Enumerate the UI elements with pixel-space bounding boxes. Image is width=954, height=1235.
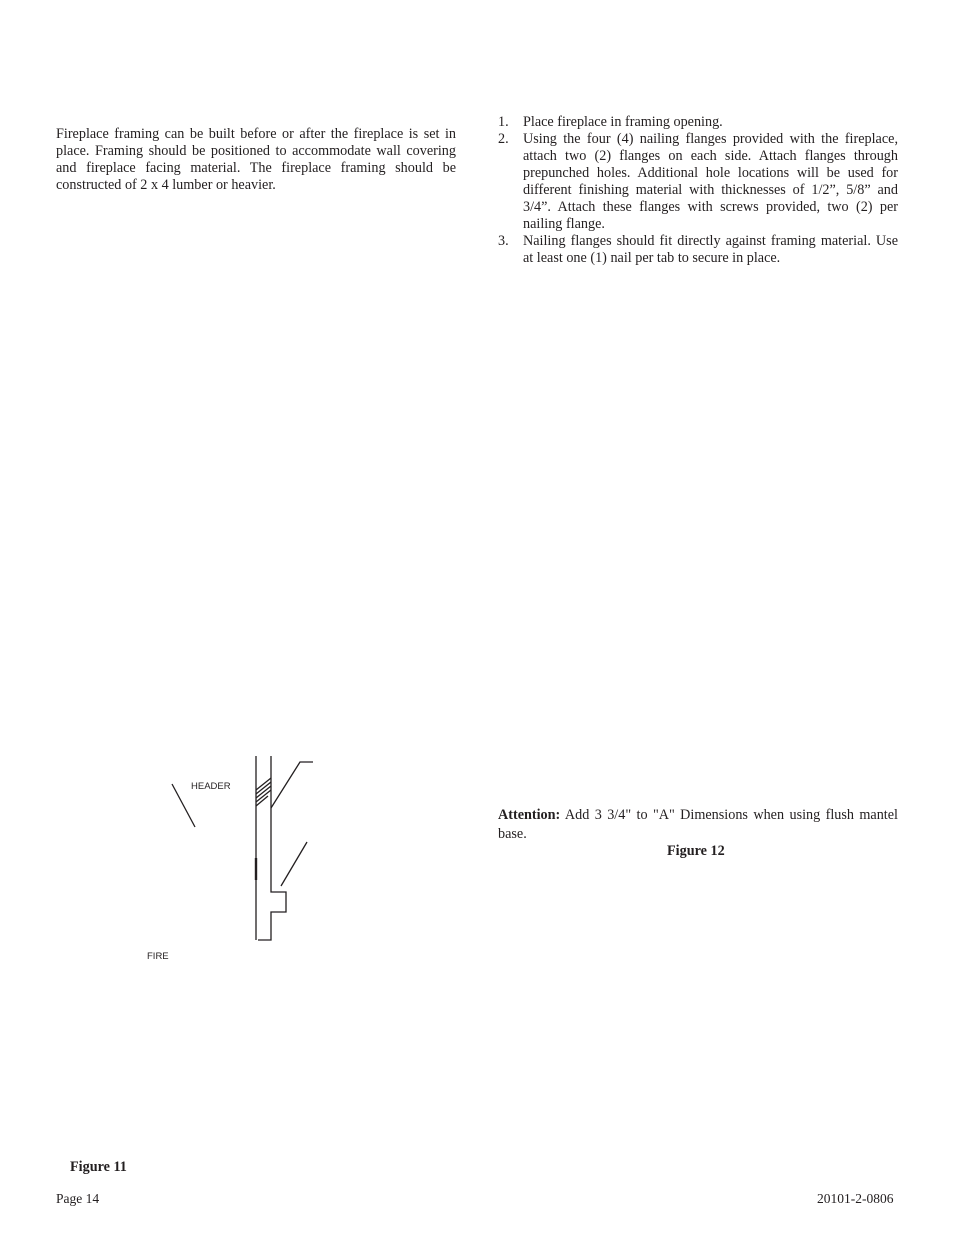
header-label: HEADER (191, 781, 231, 792)
page-number: Page 14 (56, 1191, 100, 1206)
attention-text: Add 3 3/4" to "A" Dimensions when using flush mantel base. (498, 807, 898, 842)
step-text: Nailing flanges should fit directly against framing material. Use at least one (1) nail per tab to secure in place. (523, 233, 898, 266)
step-text: Using the four (4) nailing flanges provided with the fireplace, attach two (2) flanges on each side. Attach flanges through prepunched holes. Additional hole locations will be used for different finishing material with thicknesses of 1/2”, 5/8” and 3/4”. Attach these flanges with screws provided, two (2) per nailing flange. (523, 131, 898, 232)
document-code: 20101-2-0806 (817, 1191, 894, 1206)
step-item (498, 233, 898, 267)
step-item (498, 131, 898, 233)
installation-steps (498, 114, 898, 267)
attention-note (498, 806, 898, 844)
fireplace-outline (258, 890, 286, 940)
leader-line (281, 842, 307, 886)
framing-diagram (140, 750, 330, 970)
figure-11-caption: Figure 11 (70, 1159, 127, 1175)
attention-label: Attention: (498, 807, 561, 823)
figure-12-caption: Figure 12 (667, 843, 725, 859)
step-number: 1. (498, 114, 509, 130)
leader-line (271, 762, 313, 808)
fire-label: FIRE (147, 951, 169, 962)
step-number: 2. (498, 131, 509, 147)
intro-paragraph: Fireplace framing can be built before or after the fireplace is set in place. Framing should be positioned to accommodate wall covering and fireplace facing material. The fireplace framing should be constructed of 2 x 4 lumber or heavier. (56, 126, 456, 193)
step-item (498, 114, 898, 131)
step-number: 3. (498, 233, 509, 249)
step-text: Place fireplace in framing opening. (523, 114, 723, 130)
